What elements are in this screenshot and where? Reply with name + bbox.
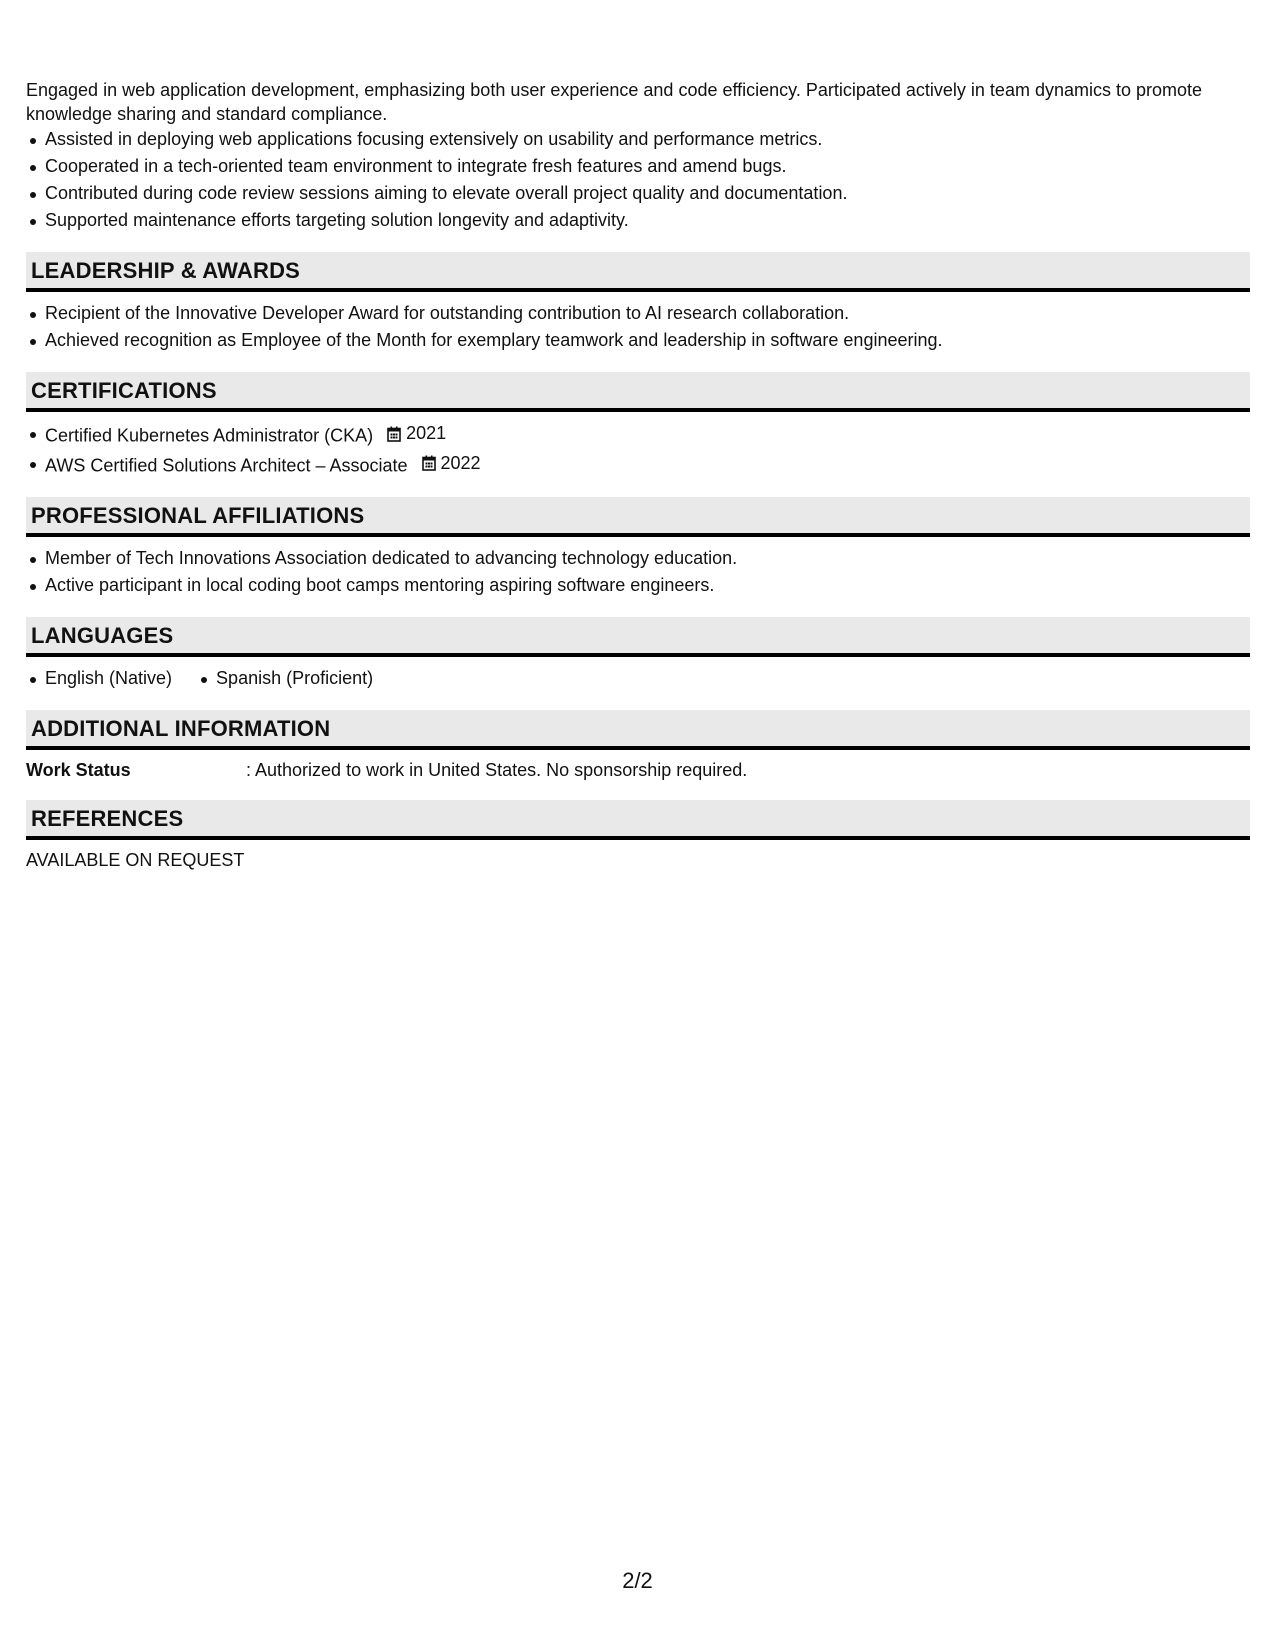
calendar-icon	[387, 426, 401, 442]
list-item: Active participant in local coding boot camps mentoring aspiring software engineers.	[45, 572, 1250, 599]
list-item: Member of Tech Innovations Association dedicated to advancing technology education.	[45, 545, 1250, 572]
experience-summary: Engaged in web application development, emphasizing both user experience and code efficiency. Participated actively in team dynamics to promote knowledge sharing and standard compliance.	[26, 80, 1203, 124]
section-title: ADDITIONAL INFORMATION	[31, 716, 331, 741]
list-item: Contributed during code review sessions aiming to elevate overall project quality and documentation.	[45, 180, 1250, 207]
experience-bullets	[26, 126, 1250, 234]
certifications-list	[26, 420, 1250, 479]
leadership-list	[26, 300, 1250, 354]
section-header-languages	[26, 617, 1250, 657]
language-item: Spanish (Proficient)	[216, 665, 373, 692]
certification-name: Certified Kubernetes Administrator (CKA)	[45, 425, 374, 446]
certification-date	[422, 450, 481, 477]
list-item: Achieved recognition as Employee of the Month for exemplary teamwork and leadership in software engineering.	[45, 327, 1250, 354]
section-header-references	[26, 800, 1250, 840]
list-item: Supported maintenance efforts targeting solution longevity and adaptivity.	[45, 207, 1250, 234]
language-item: English (Native)	[45, 665, 172, 692]
certification-item	[45, 450, 1250, 480]
work-status-row	[26, 758, 1250, 782]
certification-name: AWS Certified Solutions Architect – Associate	[45, 455, 408, 475]
references-text: AVAILABLE ON REQUEST	[26, 850, 245, 870]
section-title: PROFESSIONAL AFFILIATIONS	[31, 503, 365, 528]
section-header-leadership	[26, 252, 1250, 292]
list-item: Recipient of the Innovative Developer Award for outstanding contribution to AI research collaboration.	[45, 300, 1250, 327]
section-header-certifications	[26, 372, 1250, 412]
certification-year: 2021	[406, 423, 447, 443]
languages-list	[26, 665, 1250, 692]
calendar-icon	[422, 455, 436, 471]
section-header-additional-information	[26, 710, 1250, 750]
certification-item	[45, 420, 1250, 450]
certification-date	[387, 420, 446, 447]
work-status-label: Work Status	[26, 760, 131, 780]
section-title: REFERENCES	[31, 806, 184, 831]
affiliations-list	[26, 545, 1250, 599]
section-header-affiliations	[26, 497, 1250, 537]
work-status-value: : Authorized to work in United States. No sponsorship required.	[246, 760, 748, 780]
section-title: LEADERSHIP & AWARDS	[31, 258, 301, 283]
resume-page	[26, 78, 1250, 872]
page-number: 2/2	[622, 1568, 653, 1593]
list-item: Cooperated in a tech-oriented team environment to integrate fresh features and amend bugs.	[45, 153, 1250, 180]
list-item: Assisted in deploying web applications focusing extensively on usability and performance metrics.	[45, 126, 1250, 153]
section-title: LANGUAGES	[31, 623, 174, 648]
certification-year: 2022	[440, 452, 481, 473]
section-title: CERTIFICATIONS	[31, 378, 217, 403]
